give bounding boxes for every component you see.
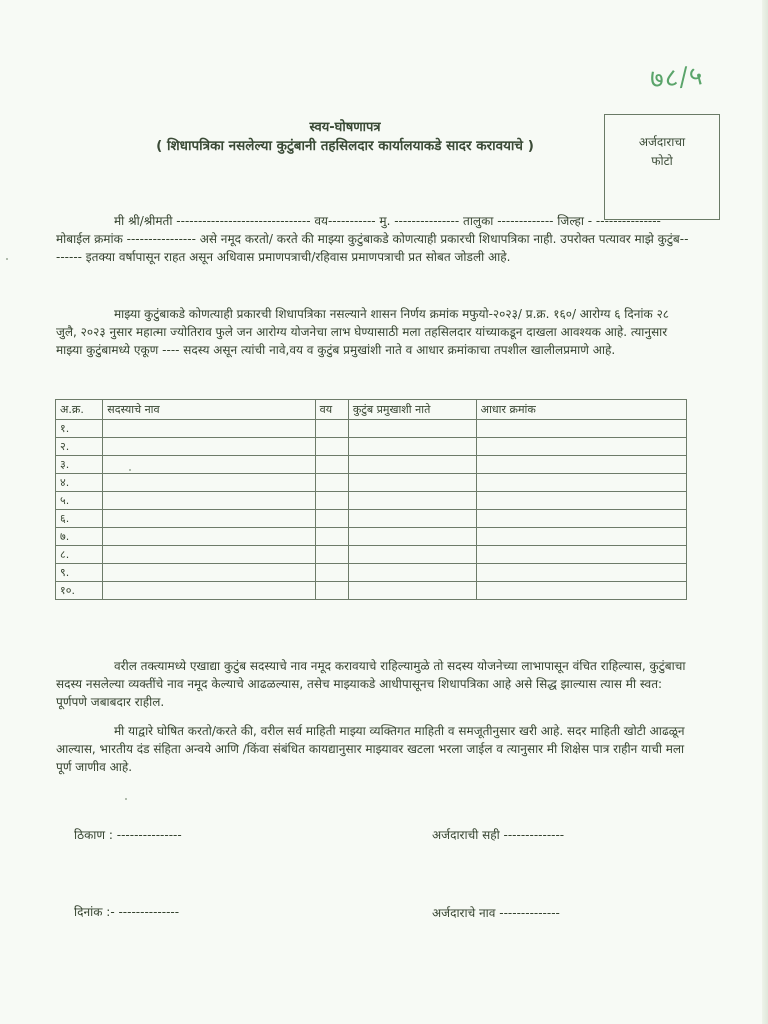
- declaration-paragraph-2: [56, 305, 692, 359]
- row-serial: ३.: [56, 456, 103, 474]
- cell-aadhar[interactable]: [476, 582, 686, 600]
- place-field[interactable]: ठिकाण : ---------------: [74, 828, 182, 842]
- row-serial: ७.: [56, 528, 103, 546]
- declaration-paragraph-1: [56, 212, 692, 266]
- row-serial: ८.: [56, 546, 103, 564]
- table-row: [56, 474, 687, 492]
- row-serial: १०.: [56, 582, 103, 600]
- cell-name[interactable]: [103, 456, 315, 474]
- row-serial: ६.: [56, 510, 103, 528]
- applicant-photo-box: [604, 114, 720, 220]
- cell-age[interactable]: [315, 438, 348, 456]
- scan-speck: [6, 258, 8, 260]
- cell-relation[interactable]: [348, 456, 476, 474]
- cell-aadhar[interactable]: [476, 492, 686, 510]
- cell-age[interactable]: [315, 456, 348, 474]
- cell-relation[interactable]: [348, 510, 476, 528]
- cell-name[interactable]: [103, 474, 315, 492]
- form-subtitle: ( शिधापत्रिका नसलेल्या कुटुंबानी तहसिलदार कार्यालयाकडे सादर करावयाचे ): [156, 138, 534, 154]
- cell-age[interactable]: [315, 420, 348, 438]
- cell-name[interactable]: [103, 528, 315, 546]
- cell-relation[interactable]: [348, 528, 476, 546]
- cell-aadhar[interactable]: [476, 456, 686, 474]
- cell-relation[interactable]: [348, 420, 476, 438]
- applicant-name-field[interactable]: अर्जदाराचे नाव --------------: [432, 906, 560, 920]
- cell-age[interactable]: [315, 564, 348, 582]
- photo-box-label-line2: फोटो: [651, 154, 673, 168]
- header-member-name: सदस्याचे नाव: [103, 400, 315, 420]
- header-serial-no: अ.क्र.: [56, 400, 103, 420]
- table-row: [56, 528, 687, 546]
- table-row: [56, 564, 687, 582]
- cell-relation[interactable]: [348, 474, 476, 492]
- page-marker-handwritten: ७८/५: [649, 61, 705, 95]
- applicant-signature-field[interactable]: अर्जदाराची सही --------------: [432, 828, 565, 842]
- cell-aadhar[interactable]: [476, 564, 686, 582]
- table-row: [56, 492, 687, 510]
- cell-aadhar[interactable]: [476, 438, 686, 456]
- cell-aadhar[interactable]: [476, 528, 686, 546]
- cell-relation[interactable]: [348, 564, 476, 582]
- liability-paragraph: [56, 657, 692, 711]
- cell-aadhar[interactable]: [476, 474, 686, 492]
- table-row: [56, 582, 687, 600]
- cell-age[interactable]: [315, 582, 348, 600]
- truth-declaration-paragraph: [56, 722, 692, 776]
- family-members-table: [55, 399, 687, 600]
- date-field[interactable]: दिनांक :- --------------: [74, 905, 180, 919]
- cell-age[interactable]: [315, 492, 348, 510]
- row-serial: २.: [56, 438, 103, 456]
- header-aadhar-number: आधार क्रमांक: [476, 400, 686, 420]
- row-serial: ४.: [56, 474, 103, 492]
- scan-edge: [762, 0, 768, 1024]
- row-serial: ९.: [56, 564, 103, 582]
- liability-paragraph-text: वरील तक्त्यामध्ये एखाद्या कुटुंब सदस्याचे नाव नमूद करावयाचे राहिल्यामुळे तो सदस्य योजनेच्या लाभापासून वंचित राहिल्यास, कुटुंबाचा सदस्य नसलेल्या व्यक्तींचे नाव नमूद केल्याचे आढळल्यास, तसेच माझ्याकडे आधीपासूनच शिधापत्रिका आहे असे सिद्ध झाल्यास त्यास मी स्वत: पूर्णपणे जबाबदार राहील.: [56, 659, 686, 709]
- cell-age[interactable]: [315, 546, 348, 564]
- cell-name[interactable]: [103, 420, 315, 438]
- cell-relation[interactable]: [348, 438, 476, 456]
- cell-relation[interactable]: [348, 582, 476, 600]
- cell-name[interactable]: [103, 510, 315, 528]
- header-relation: कुटुंब प्रमुखाशी नाते: [348, 400, 476, 420]
- cell-name[interactable]: [103, 582, 315, 600]
- declaration-paragraph-2-text: माझ्या कुटुंबाकडे कोणत्याही प्रकारची शिधापत्रिका नसल्याने शासन निर्णय क्रमांक मफुयो-२०२३/ प्र.क्र. १६०/ आरोग्य ६ दिनांक २८ जुलै, २०२३ नुसार महात्मा ज्योतिराव फुले जन आरोग्य योजनेचा लाभ घेण्यासाठी मला तहसिलदार यांच्याकडून दाखला आवश्यक आहे. त्यानुसार माझ्या कुटुंबामध्ये एकूण ---- सदस्य असून त्यांची नावे,वय व कुटुंब प्रमुखांशी नाते व आधार क्रमांकाचा तपशील खालीलप्रमाणे आहे.: [56, 307, 670, 357]
- declaration-paragraph-1-text: मी श्री/श्रीमती ------------------------------- वय----------- मु. --------------- तालुका ------------- जिल्हा - --------------- मोबाईल क्रमांक ---------------- असे नमूद करतो/ करते की माझ्या कुटुंबाकडे कोणत्याही प्रकारची शिधापत्रिका नाही. उपरोक्त पत्यावर माझे कुटुंब-------- इतक्या वर्षापासून राहत असून अधिवास प्रमाणपत्राची/रहिवास प्रमाणपत्राची प्रत सोबत जोडली आहे.: [56, 214, 689, 264]
- header-age: वय: [315, 400, 348, 420]
- cell-aadhar[interactable]: [476, 546, 686, 564]
- row-serial: ५.: [56, 492, 103, 510]
- table-row: [56, 438, 687, 456]
- cell-relation[interactable]: [348, 546, 476, 564]
- cell-name[interactable]: [103, 492, 315, 510]
- cell-aadhar[interactable]: [476, 420, 686, 438]
- cell-age[interactable]: [315, 528, 348, 546]
- truth-declaration-paragraph-text: मी याद्वारे घोषित करतो/करते की, वरील सर्व माहिती माझ्या व्यक्तिगत माहिती व समजूतीनुसार खरी आहे. सदर माहिती खोटी आढळून आल्यास, भारतीय दंड संहिता अन्वये आणि /किंवा संबंधित कायद्यानुसार माझ्यावर खटला भरला जाईल व त्यानुसार मी शिक्षेस पात्र राहीन याची मला पूर्ण जाणीव आहे.: [56, 724, 685, 774]
- cell-age[interactable]: [315, 474, 348, 492]
- table-row: [56, 420, 687, 438]
- table-row: [56, 456, 687, 474]
- cell-name[interactable]: [103, 564, 315, 582]
- cell-age[interactable]: [315, 510, 348, 528]
- table-row: [56, 510, 687, 528]
- table-header-row: [56, 400, 687, 420]
- cell-aadhar[interactable]: [476, 510, 686, 528]
- cell-name[interactable]: [103, 546, 315, 564]
- photo-box-label-line1: अर्जदाराचा: [638, 135, 686, 149]
- form-title: स्वय-घोषणापत्र: [309, 120, 381, 135]
- cell-name[interactable]: [103, 438, 315, 456]
- scan-speck: [125, 798, 127, 800]
- row-serial: १.: [56, 420, 103, 438]
- cell-relation[interactable]: [348, 492, 476, 510]
- scan-speck: [129, 469, 131, 471]
- table-row: [56, 546, 687, 564]
